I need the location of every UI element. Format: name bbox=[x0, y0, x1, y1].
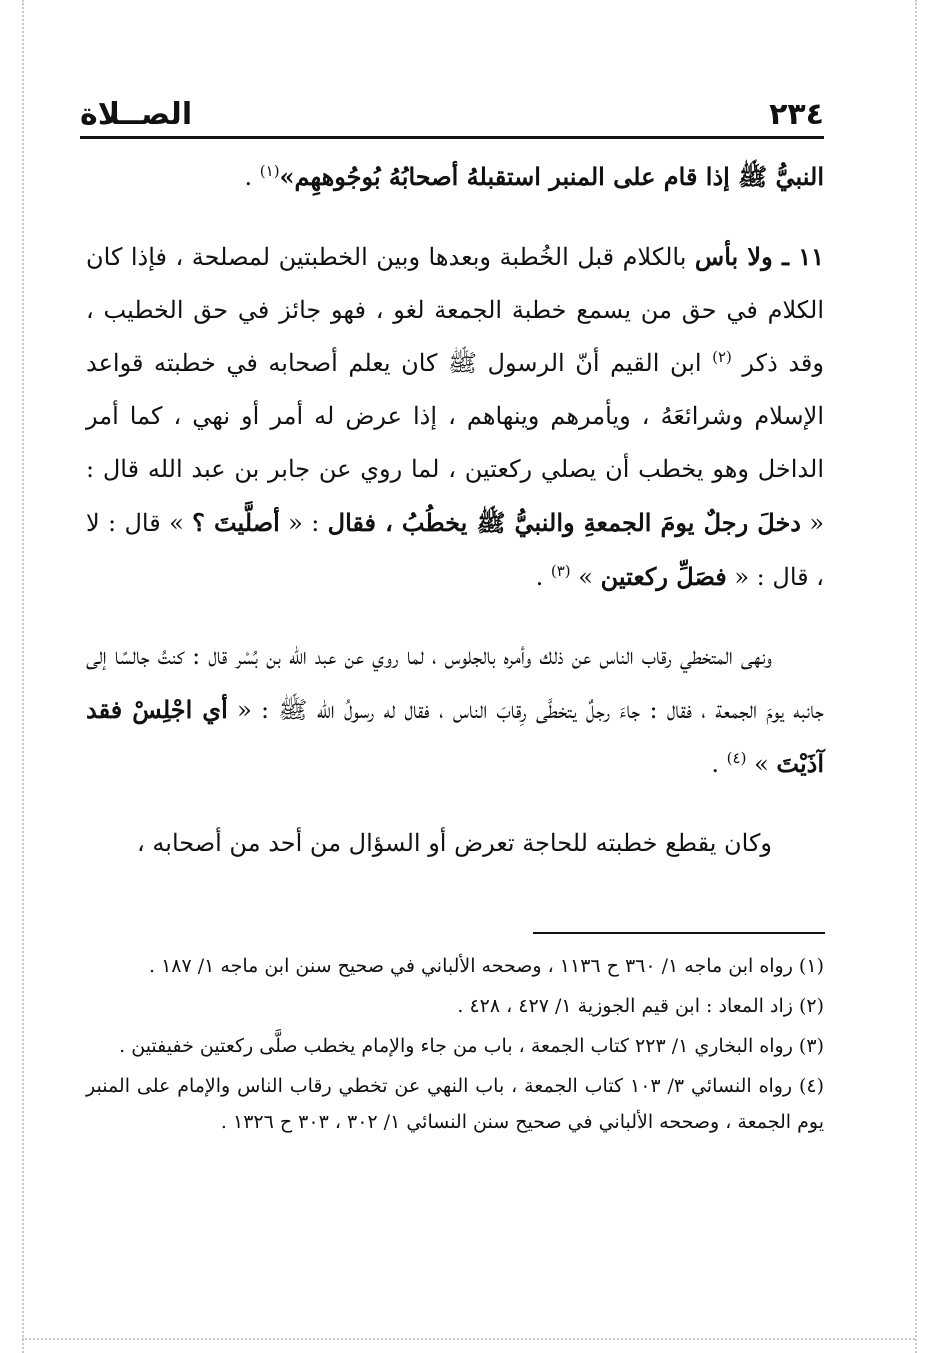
header-rule bbox=[80, 136, 824, 139]
body-text: » bbox=[570, 563, 601, 591]
footnote-ref: (٤) bbox=[726, 749, 747, 767]
paragraph-tail: . bbox=[711, 750, 727, 778]
running-title: الصــلاة bbox=[80, 97, 193, 132]
paragraph-interrupting bbox=[86, 817, 824, 870]
footnote-ref: (١) bbox=[259, 162, 280, 180]
footnote-1: (١) رواه ابن ماجه ١/ ٣٦٠ ح ١١٣٦ ، وصححه الألباني في صحيح سنن ابن ماجه ١/ ١٨٧ . bbox=[148, 955, 824, 977]
item-lead: ولا بأس bbox=[694, 242, 773, 271]
scan-margin-right bbox=[915, 0, 917, 1353]
scan-margin-left bbox=[22, 0, 24, 1353]
paragraph-continuation bbox=[86, 150, 824, 204]
body-text: ونهى المتخطي رقاب الناس عن ذلك وأمره بالجلوس ، لما روي عن عبد الله بن بُسْر قال : كنتُ جالسًا إلى جانبه يومَ الجمعة ، فقال : جاءَ رجلٌ يتخطَّى رِقابَ الناس ، فقال له رسولُ الله ﷺ : « bbox=[86, 642, 824, 724]
body-text: » قال : لا ، قال : « bbox=[86, 509, 824, 591]
page-header bbox=[80, 88, 824, 132]
hadith-text: دخلَ رجلٌ يومَ الجمعةِ والنبيُّ ﷺ يخطُبُ ، فقال bbox=[327, 508, 801, 537]
body-text: بالكلام قبل الخُطبة وبعدها وبين الخطبتين لمصلحة ، فإذا كان الكلام في حق من يسمع خطبة الجمعة لغو ، فهو جائز في حق الخطيب ، وقد ذكر bbox=[86, 243, 824, 377]
item-number: ١١ ـ bbox=[772, 242, 825, 271]
body-text: وكان يقطع خطبته للحاجة تعرض أو السؤال من أحد من أصحابه ، bbox=[137, 829, 772, 857]
body-text: : « bbox=[279, 509, 328, 537]
paragraph-stepping-over bbox=[86, 630, 824, 791]
footnote-ref: (٣) bbox=[550, 562, 571, 580]
footnote-2: (٢) زاد المعاد : ابن قيم الجوزية ١/ ٤٢٧ ، ٤٢٨ . bbox=[457, 995, 824, 1017]
paragraph-tail: . bbox=[535, 563, 551, 591]
paragraph-tail: . bbox=[244, 163, 260, 191]
hadith-text: النبيُّ ﷺ إذا قام على المنبر استقبلهُ أصحابُهُ بُوجُوههِم» bbox=[279, 162, 824, 191]
hadith-text: أصلَّيتَ ؟ bbox=[192, 508, 280, 537]
page-number: ٢٣٤ bbox=[769, 97, 824, 132]
footnote-ref: (٢) bbox=[712, 348, 732, 366]
main-text bbox=[86, 150, 824, 870]
footnote-3: (٣) رواه البخاري ١/ ٢٢٣ كتاب الجمعة ، باب من جاء والإمام يخطب صلَّى ركعتين خفيفتين . bbox=[119, 1035, 824, 1057]
body-text: ابن القيم أنّ الرسول ﷺ كان يعلم أصحابه في خطبته قواعد الإسلام وشرائعَهُ ، ويأمرهم وينهاهم ، إذا عرض له أمر أو نهي ، كما أمر الداخل وهو يخطب أن يصلي ركعتين ، لما روي عن جابر بن عبد الله قال : « bbox=[86, 349, 825, 537]
footnote-separator bbox=[533, 932, 825, 934]
body-text: » bbox=[746, 750, 777, 778]
footnote-4: (٤) رواه النسائي ٣/ ١٠٣ كتاب الجمعة ، باب النهي عن تخطي رقاب الناس والإمام على المنبر يوم الجمعة ، وصححه الألباني في صحيح سنن النسائي ١/ ٣٠٢ ، ٣٠٣ ح ١٣٢٦ . bbox=[86, 1075, 825, 1133]
hadith-text: أي اجْلِسْ فقد آذَيْتَ bbox=[86, 695, 824, 778]
hadith-text: فصَلِّ ركعتين bbox=[600, 562, 727, 591]
scan-margin-bottom bbox=[22, 1338, 915, 1340]
paragraph-item-11 bbox=[86, 230, 824, 604]
footnotes bbox=[86, 948, 824, 1144]
